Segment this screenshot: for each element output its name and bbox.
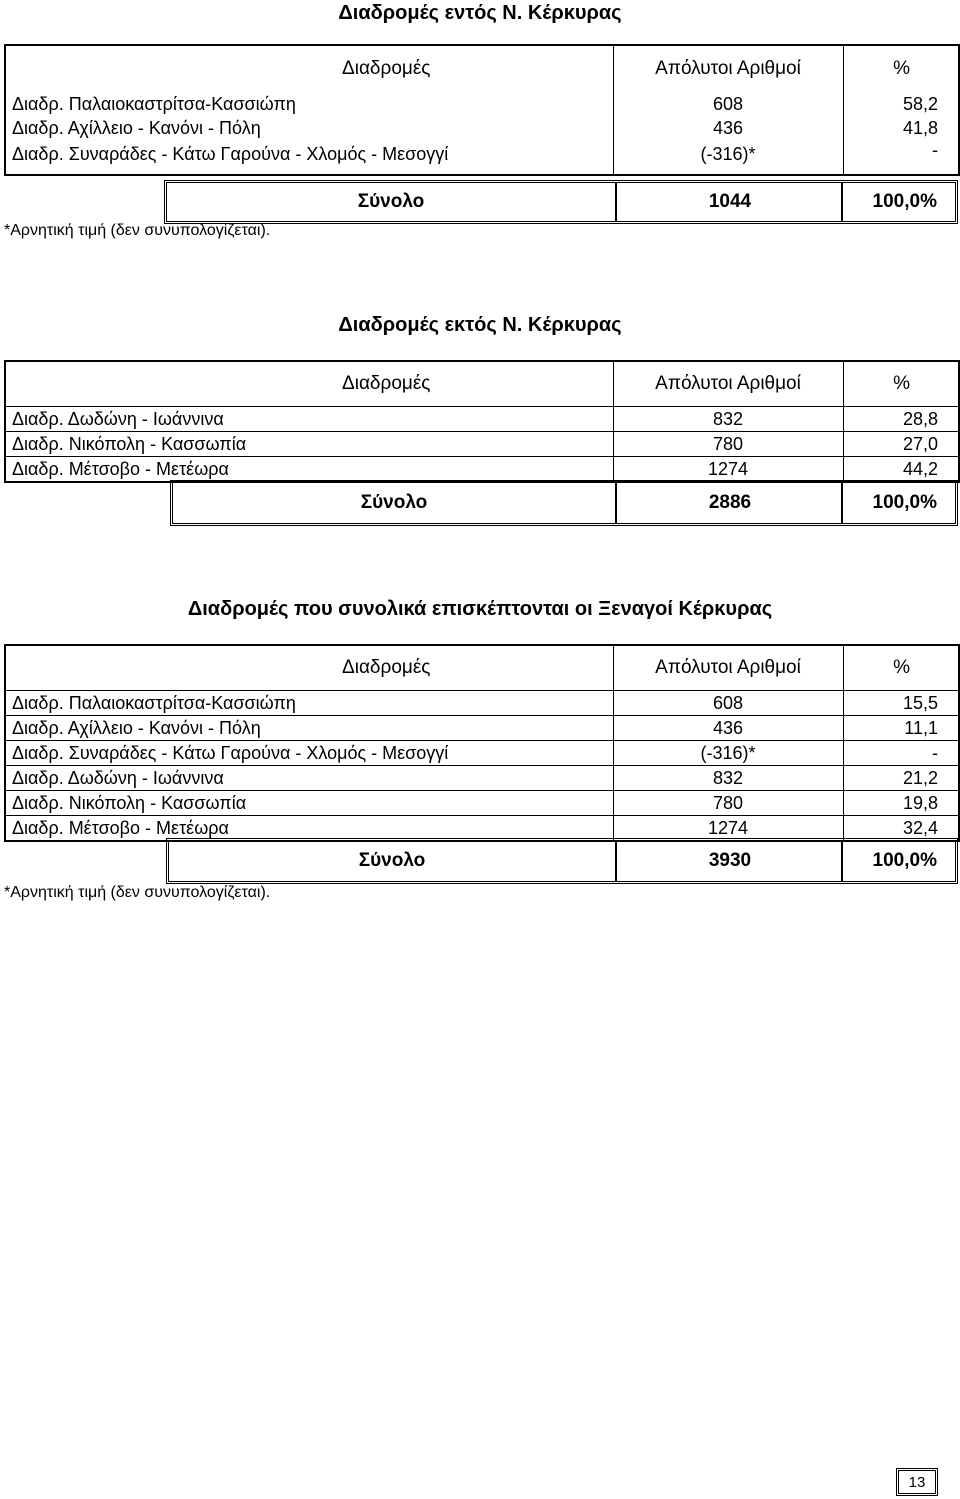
table-row <box>5 116 959 140</box>
header-route: Διαδρομές <box>5 45 613 92</box>
route-name: Διαδρ. Συναράδες - Κάτω Γαρούνα - Χλομός - Μεσογγί <box>5 140 613 175</box>
table-row <box>5 407 959 432</box>
route-percent: 41,8 <box>843 116 959 140</box>
route-value: 832 <box>613 766 843 791</box>
total-label: Σύνολο <box>360 492 428 513</box>
route-percent: 11,1 <box>843 716 959 741</box>
total-value: 2886 <box>615 483 843 523</box>
section1-title: Διαδρομές εντός Ν. Κέρκυρας <box>338 2 622 24</box>
section3-total-row <box>166 838 958 884</box>
route-percent: - <box>843 741 959 766</box>
table-header-row <box>5 45 959 92</box>
table-row <box>5 691 959 716</box>
route-name: Διαδρ. Αχίλλειο - Κανόνι - Πόλη <box>5 116 613 140</box>
total-label: Σύνολο <box>357 191 425 212</box>
route-value: (-316)* <box>613 741 843 766</box>
total-percent: 100,0% <box>841 483 955 523</box>
route-percent: 21,2 <box>843 766 959 791</box>
route-value: 436 <box>613 116 843 140</box>
route-name: Διαδρ. Παλαιοκαστρίτσα-Κασσιώπη <box>5 92 613 116</box>
route-percent: 19,8 <box>843 791 959 816</box>
header-route: Διαδρομές <box>5 645 613 691</box>
section2-total-row <box>170 480 958 526</box>
table-row <box>5 140 959 175</box>
header-percent: % <box>843 645 959 691</box>
route-percent: 44,2 <box>843 457 959 483</box>
header-absolute: Απόλυτοι Αριθμοί <box>613 45 843 92</box>
section3-title: Διαδρομές που συνολικά επισκέπτονται οι Ξεναγοί Κέρκυρας <box>187 598 773 620</box>
route-name: Διαδρ. Νικόπολη - Κασσωπία <box>5 791 613 816</box>
route-value: 780 <box>613 432 843 457</box>
section1-total-row <box>164 180 958 224</box>
route-name: Διαδρ. Δωδώνη - Ιωάννινα <box>5 766 613 791</box>
route-name: Διαδρ. Παλαιοκαστρίτσα-Κασσιώπη <box>5 691 613 716</box>
route-value: 608 <box>613 92 843 116</box>
route-value: 832 <box>613 407 843 432</box>
table-row <box>5 457 959 483</box>
header-route: Διαδρομές <box>5 361 613 407</box>
table-row <box>5 766 959 791</box>
table-row <box>5 741 959 766</box>
route-value: 436 <box>613 716 843 741</box>
route-name: Διαδρ. Μέτσοβο - Μετέωρα <box>5 457 613 483</box>
route-percent: 32,4 <box>843 816 959 842</box>
route-value: (-316)* <box>613 140 843 175</box>
table-header-row <box>5 361 959 407</box>
section2-title: Διαδρομές εκτός Ν. Κέρκυρας <box>338 314 622 336</box>
table-row <box>5 92 959 116</box>
negative-value-note: *Αρνητική τιμή (δεν συνυπολογίζεται). <box>4 222 271 239</box>
route-value: 1274 <box>613 816 843 842</box>
total-percent: 100,0% <box>841 841 955 881</box>
route-percent: 28,8 <box>843 407 959 432</box>
header-absolute: Απόλυτοι Αριθμοί <box>613 645 843 691</box>
negative-value-note: *Αρνητική τιμή (δεν συνυπολογίζεται). <box>4 884 271 901</box>
route-percent: 58,2 <box>843 92 959 116</box>
table-row <box>5 432 959 457</box>
section2-table <box>4 360 960 483</box>
total-label: Σύνολο <box>358 850 426 871</box>
section3-table <box>4 644 960 842</box>
table-header-row <box>5 645 959 691</box>
route-name: Διαδρ. Συναράδες - Κάτω Γαρούνα - Χλομός - Μεσογγί <box>5 741 613 766</box>
table-row <box>5 716 959 741</box>
page-number: 13 <box>896 1468 938 1496</box>
route-value: 780 <box>613 791 843 816</box>
route-name: Διαδρ. Νικόπολη - Κασσωπία <box>5 432 613 457</box>
route-name: Διαδρ. Δωδώνη - Ιωάννινα <box>5 407 613 432</box>
header-percent: % <box>843 361 959 407</box>
total-value: 1044 <box>615 183 843 221</box>
route-percent: - <box>843 140 959 175</box>
header-absolute: Απόλυτοι Αριθμοί <box>613 361 843 407</box>
route-percent: 27,0 <box>843 432 959 457</box>
route-value: 1274 <box>613 457 843 483</box>
section1-table <box>4 44 960 176</box>
table-row <box>5 791 959 816</box>
route-value: 608 <box>613 691 843 716</box>
total-value: 3930 <box>615 841 843 881</box>
route-name: Διαδρ. Αχίλλειο - Κανόνι - Πόλη <box>5 716 613 741</box>
route-percent: 15,5 <box>843 691 959 716</box>
header-percent: % <box>843 45 959 92</box>
route-name: Διαδρ. Μέτσοβο - Μετέωρα <box>5 816 613 842</box>
total-percent: 100,0% <box>841 183 955 221</box>
